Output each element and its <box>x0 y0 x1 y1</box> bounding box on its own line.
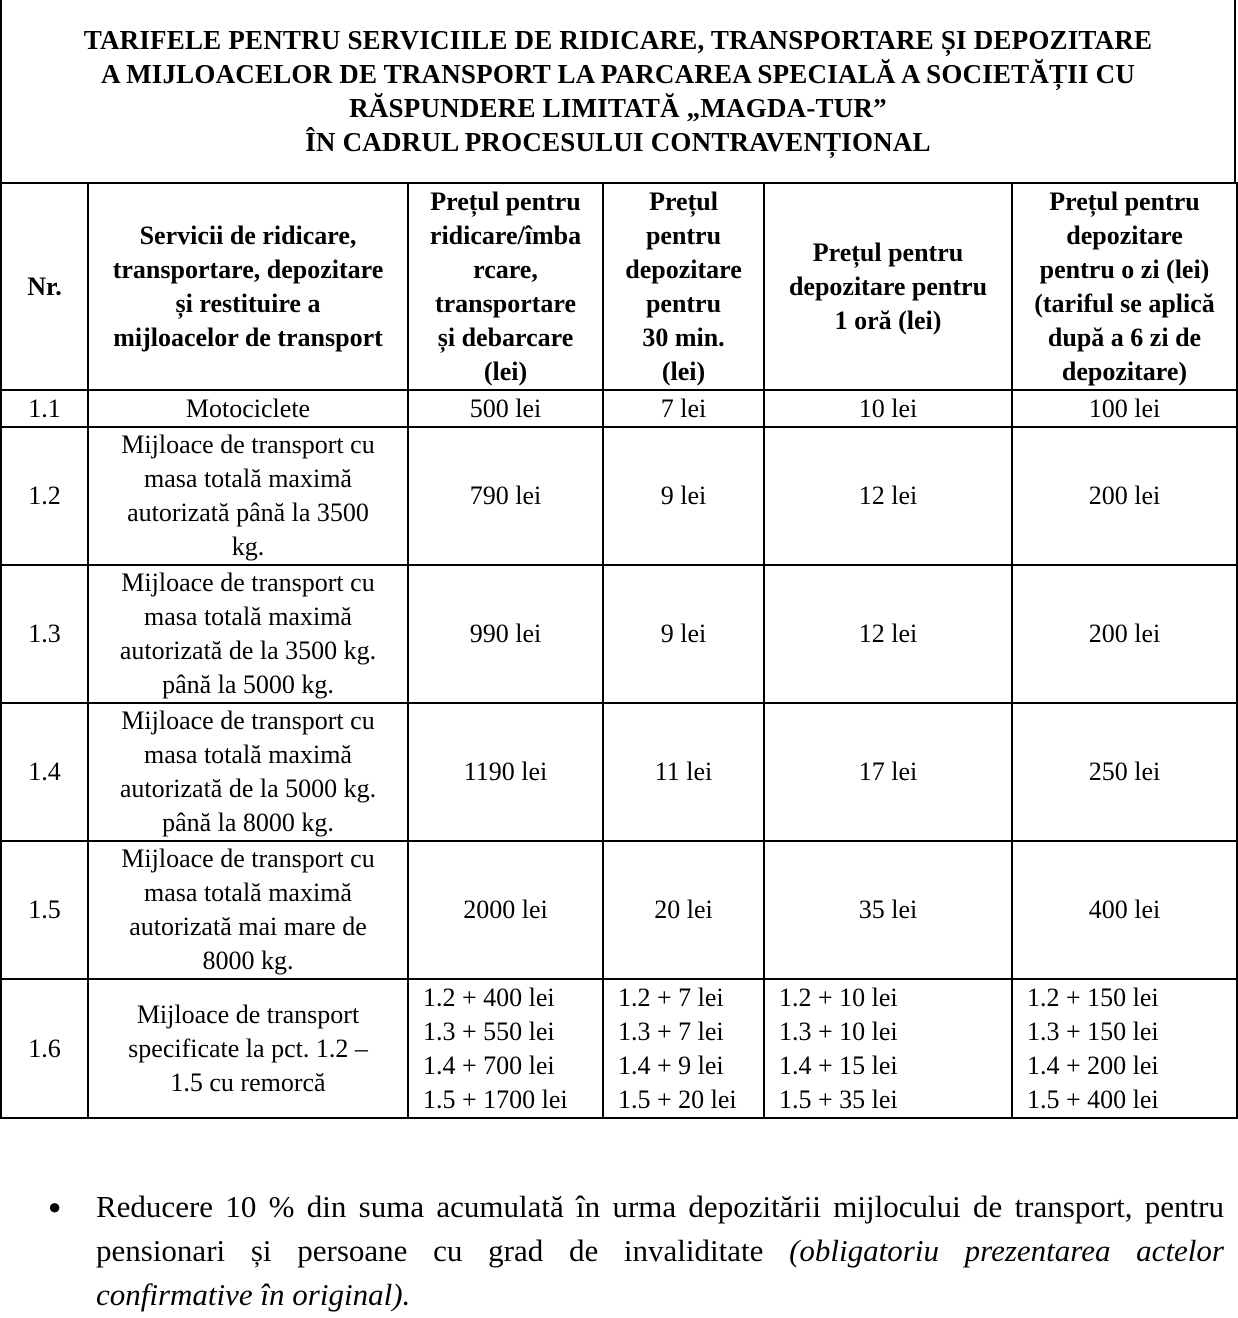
document-title-box <box>0 0 1236 182</box>
table-row <box>1 427 1237 565</box>
cell-lift-price: 1.2 + 400 lei 1.3 + 550 lei 1.4 + 700 lei 1.5 + 1700 lei <box>408 979 603 1118</box>
header-nr: Nr. <box>1 183 88 390</box>
cell-nr: 1.4 <box>1 703 88 841</box>
cell-nr: 1.5 <box>1 841 88 979</box>
cell-30min-price: 1.2 + 7 lei 1.3 + 7 lei 1.4 + 9 lei 1.5 + 20 lei <box>603 979 764 1118</box>
cell-hour-price: 17 lei <box>764 703 1012 841</box>
header-30min-price: Prețul pentru depozitare pentru 30 min. (lei) <box>603 183 764 390</box>
tariff-table <box>0 182 1238 1119</box>
cell-30min-price: 9 lei <box>603 427 764 565</box>
cell-service: Mijloace de transport cu masa totală maximă autorizată de la 3500 kg. până la 5000 kg. <box>88 565 408 703</box>
cell-30min-price: 11 lei <box>603 703 764 841</box>
table-row <box>1 703 1237 841</box>
discount-note-text <box>96 1185 1224 1317</box>
cell-30min-price: 9 lei <box>603 565 764 703</box>
cell-lift-price: 500 lei <box>408 390 603 427</box>
cell-lift-price: 790 lei <box>408 427 603 565</box>
cell-service: Mijloace de transport specificate la pct. 1.2 – 1.5 cu remorcă <box>88 979 408 1118</box>
cell-nr: 1.6 <box>1 979 88 1118</box>
cell-day-price: 1.2 + 150 lei 1.3 + 150 lei 1.4 + 200 lei 1.5 + 400 lei <box>1012 979 1237 1118</box>
table-header-row <box>1 183 1237 390</box>
cell-hour-price: 10 lei <box>764 390 1012 427</box>
cell-service: Mijloace de transport cu masa totală maximă autorizată de la 5000 kg. până la 8000 kg. <box>88 703 408 841</box>
cell-service: Mijloace de transport cu masa totală maximă autorizată mai mare de 8000 kg. <box>88 841 408 979</box>
header-day-price: Prețul pentru depozitare pentru o zi (lei) (tariful se aplică după a 6 zi de depozitare) <box>1012 183 1237 390</box>
cell-day-price: 100 lei <box>1012 390 1237 427</box>
header-hour-price: Prețul pentru depozitare pentru 1 oră (lei) <box>764 183 1012 390</box>
cell-service: Mijloace de transport cu masa totală maximă autorizată până la 3500 kg. <box>88 427 408 565</box>
table-row <box>1 979 1237 1118</box>
cell-hour-price: 1.2 + 10 lei 1.3 + 10 lei 1.4 + 15 lei 1.5 + 35 lei <box>764 979 1012 1118</box>
cell-lift-price: 2000 lei <box>408 841 603 979</box>
title-line-1: TARIFELE PENTRU SERVICIILE DE RIDICARE, TRANSPORTARE ȘI DEPOZITARE <box>83 25 1153 55</box>
cell-30min-price: 20 lei <box>603 841 764 979</box>
cell-day-price: 400 lei <box>1012 841 1237 979</box>
cell-nr: 1.3 <box>1 565 88 703</box>
table-row <box>1 565 1237 703</box>
cell-lift-price: 1190 lei <box>408 703 603 841</box>
title-line-4: ÎN CADRUL PROCESULUI CONTRAVENȚIONAL <box>305 127 931 157</box>
cell-service: Motociclete <box>88 390 408 427</box>
cell-hour-price: 12 lei <box>764 427 1012 565</box>
header-lift-price: Prețul pentru ridicare/îmba rcare, transportare și debarcare (lei) <box>408 183 603 390</box>
bullet-icon: ● <box>48 1194 62 1219</box>
cell-day-price: 250 lei <box>1012 703 1237 841</box>
title-line-3: RĂSPUNDERE LIMITATĂ „MAGDA-TUR” <box>349 93 887 123</box>
cell-hour-price: 12 lei <box>764 565 1012 703</box>
cell-hour-price: 35 lei <box>764 841 1012 979</box>
cell-lift-price: 990 lei <box>408 565 603 703</box>
cell-day-price: 200 lei <box>1012 427 1237 565</box>
discount-note-italic: (obligatoriu prezentarea actelor confirmative în original). <box>96 1233 1224 1312</box>
table-row <box>1 390 1237 427</box>
cell-30min-price: 7 lei <box>603 390 764 427</box>
title-line-2: A MIJLOACELOR DE TRANSPORT LA PARCAREA SPECIALĂ A SOCIETĂȚII CU <box>100 59 1136 89</box>
cell-nr: 1.2 <box>1 427 88 565</box>
discount-note-main: Reducere 10 % din suma acumulată în urma depozitării mijlocului de transport, pentru pensionari și persoane cu grad de invaliditate <box>96 1189 1224 1268</box>
discount-note <box>40 1185 1224 1317</box>
cell-day-price: 200 lei <box>1012 565 1237 703</box>
document-title <box>2 23 1234 159</box>
cell-nr: 1.1 <box>1 390 88 427</box>
header-services: Servicii de ridicare, transportare, depozitare și restituire a mijloacelor de transport <box>88 183 408 390</box>
table-row <box>1 841 1237 979</box>
